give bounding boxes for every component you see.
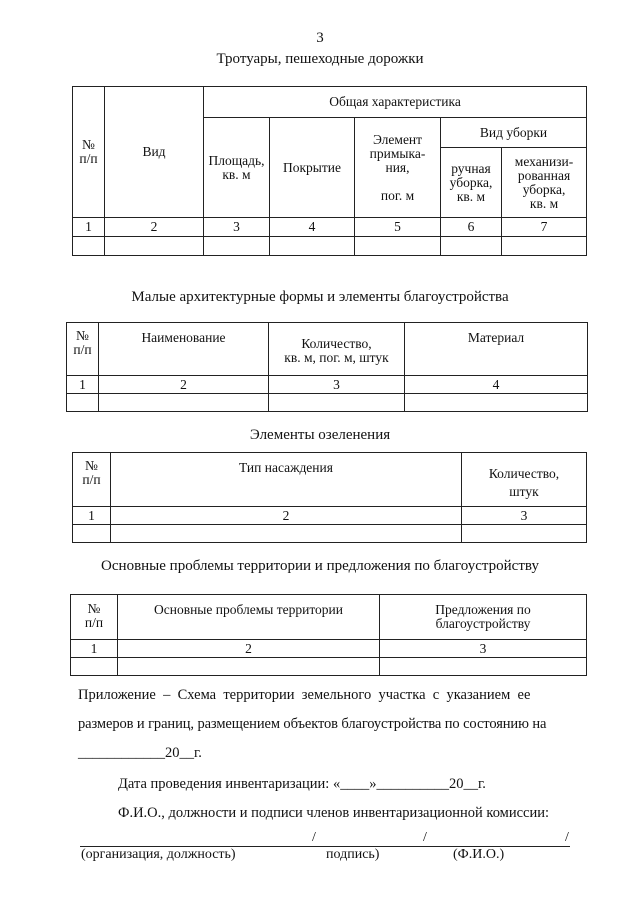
empty-row — [67, 394, 588, 412]
commission-label: Ф.И.О., должности и подписи членов инвентаризационной комиссии: — [118, 805, 550, 821]
table-cell[interactable] — [502, 237, 587, 256]
fio-label: (Ф.И.О.) — [453, 847, 505, 862]
header-name: Наименование — [99, 323, 269, 376]
table-cell[interactable] — [71, 658, 118, 676]
index-cell: 4 — [405, 376, 588, 394]
table-cell[interactable] — [67, 394, 99, 412]
problems-table — [70, 594, 587, 676]
signature-separator: / — [565, 830, 569, 845]
table-cell[interactable] — [118, 658, 380, 676]
table-cell[interactable] — [73, 525, 111, 543]
index-cell: 6 — [441, 218, 502, 237]
sidewalks-table — [72, 86, 587, 256]
index-cell: 4 — [270, 218, 355, 237]
table-cell[interactable] — [73, 237, 105, 256]
table-cell[interactable] — [270, 237, 355, 256]
header-manual-cleaning: ручная уборка, кв. м — [441, 148, 502, 218]
greenery-table — [72, 452, 587, 543]
index-cell: 2 — [111, 507, 462, 525]
section-title-greenery: Элементы озеленения — [249, 427, 391, 443]
index-cell: 3 — [204, 218, 270, 237]
header-mechanized-cleaning: механизи- рованная уборка, кв. м — [502, 148, 587, 218]
appendix-date-line: ____________20__г. — [78, 745, 202, 761]
index-cell: 3 — [462, 507, 587, 525]
signature-label: подпись) — [326, 847, 380, 862]
header-adjoining-element: Элемент примыка- ния, пог. м — [355, 118, 441, 218]
section-title-sidewalks: Тротуары, пешеходные дорожки — [216, 51, 424, 67]
table-cell[interactable] — [269, 394, 405, 412]
header-coverage: Покрытие — [270, 118, 355, 218]
small-forms-table — [66, 322, 588, 412]
index-cell: 2 — [99, 376, 269, 394]
appendix-line: Приложение – Схема территории земельного участка с указанием ее — [78, 687, 531, 703]
header-area: Площадь, кв. м — [204, 118, 270, 218]
header-quantity: Количество, кв. м, пог. м, штук — [269, 323, 405, 376]
index-cell: 1 — [73, 507, 111, 525]
header-num: № п/п — [73, 87, 105, 218]
table-cell[interactable] — [355, 237, 441, 256]
table-cell[interactable] — [105, 237, 204, 256]
header-quantity: Количество, штук — [462, 453, 587, 507]
header-planting-type: Тип насаждения — [111, 453, 462, 507]
index-cell: 2 — [105, 218, 204, 237]
header-type: Вид — [105, 87, 204, 218]
section-title-problems: Основные проблемы территории и предложения по благоустройству — [101, 558, 539, 574]
table-cell[interactable] — [441, 237, 502, 256]
header-cleaning-type: Вид уборки — [441, 118, 587, 148]
index-cell: 1 — [71, 640, 118, 658]
table-cell[interactable] — [111, 525, 462, 543]
header-material: Материал — [405, 323, 588, 376]
page-number: 3 — [316, 30, 324, 46]
inventory-date: Дата проведения инвентаризации: «____»__________20__г. — [118, 776, 486, 792]
section-title-small-forms: Малые архитектурные формы и элементы благоустройства — [131, 289, 509, 305]
index-cell: 1 — [73, 218, 105, 237]
empty-row — [73, 237, 587, 256]
index-cell: 2 — [118, 640, 380, 658]
index-row — [73, 218, 587, 237]
table-cell[interactable] — [99, 394, 269, 412]
header-proposals: Предложения по благоустройству — [380, 595, 587, 640]
table-cell[interactable] — [405, 394, 588, 412]
header-num: № п/п — [71, 595, 118, 640]
empty-row — [71, 658, 587, 676]
index-cell: 3 — [269, 376, 405, 394]
org-position-label: (организация, должность) — [81, 847, 236, 862]
table-cell[interactable] — [462, 525, 587, 543]
index-cell: 3 — [380, 640, 587, 658]
signature-separator: / — [423, 830, 427, 845]
empty-row — [73, 525, 587, 543]
index-row — [67, 376, 588, 394]
appendix-paragraph — [78, 681, 580, 768]
index-cell: 5 — [355, 218, 441, 237]
header-num: № п/п — [73, 453, 111, 507]
table-cell[interactable] — [204, 237, 270, 256]
table-cell[interactable] — [380, 658, 587, 676]
header-num: № п/п — [67, 323, 99, 376]
header-general-characteristics: Общая характеристика — [204, 87, 587, 118]
index-cell: 1 — [67, 376, 99, 394]
header-main-problems: Основные проблемы территории — [118, 595, 380, 640]
signature-separator: / — [312, 830, 316, 845]
index-row — [71, 640, 587, 658]
index-cell: 7 — [502, 218, 587, 237]
appendix-line: размеров и границ, размещением объектов благоустройства по состоянию на — [78, 716, 547, 732]
index-row — [73, 507, 587, 525]
